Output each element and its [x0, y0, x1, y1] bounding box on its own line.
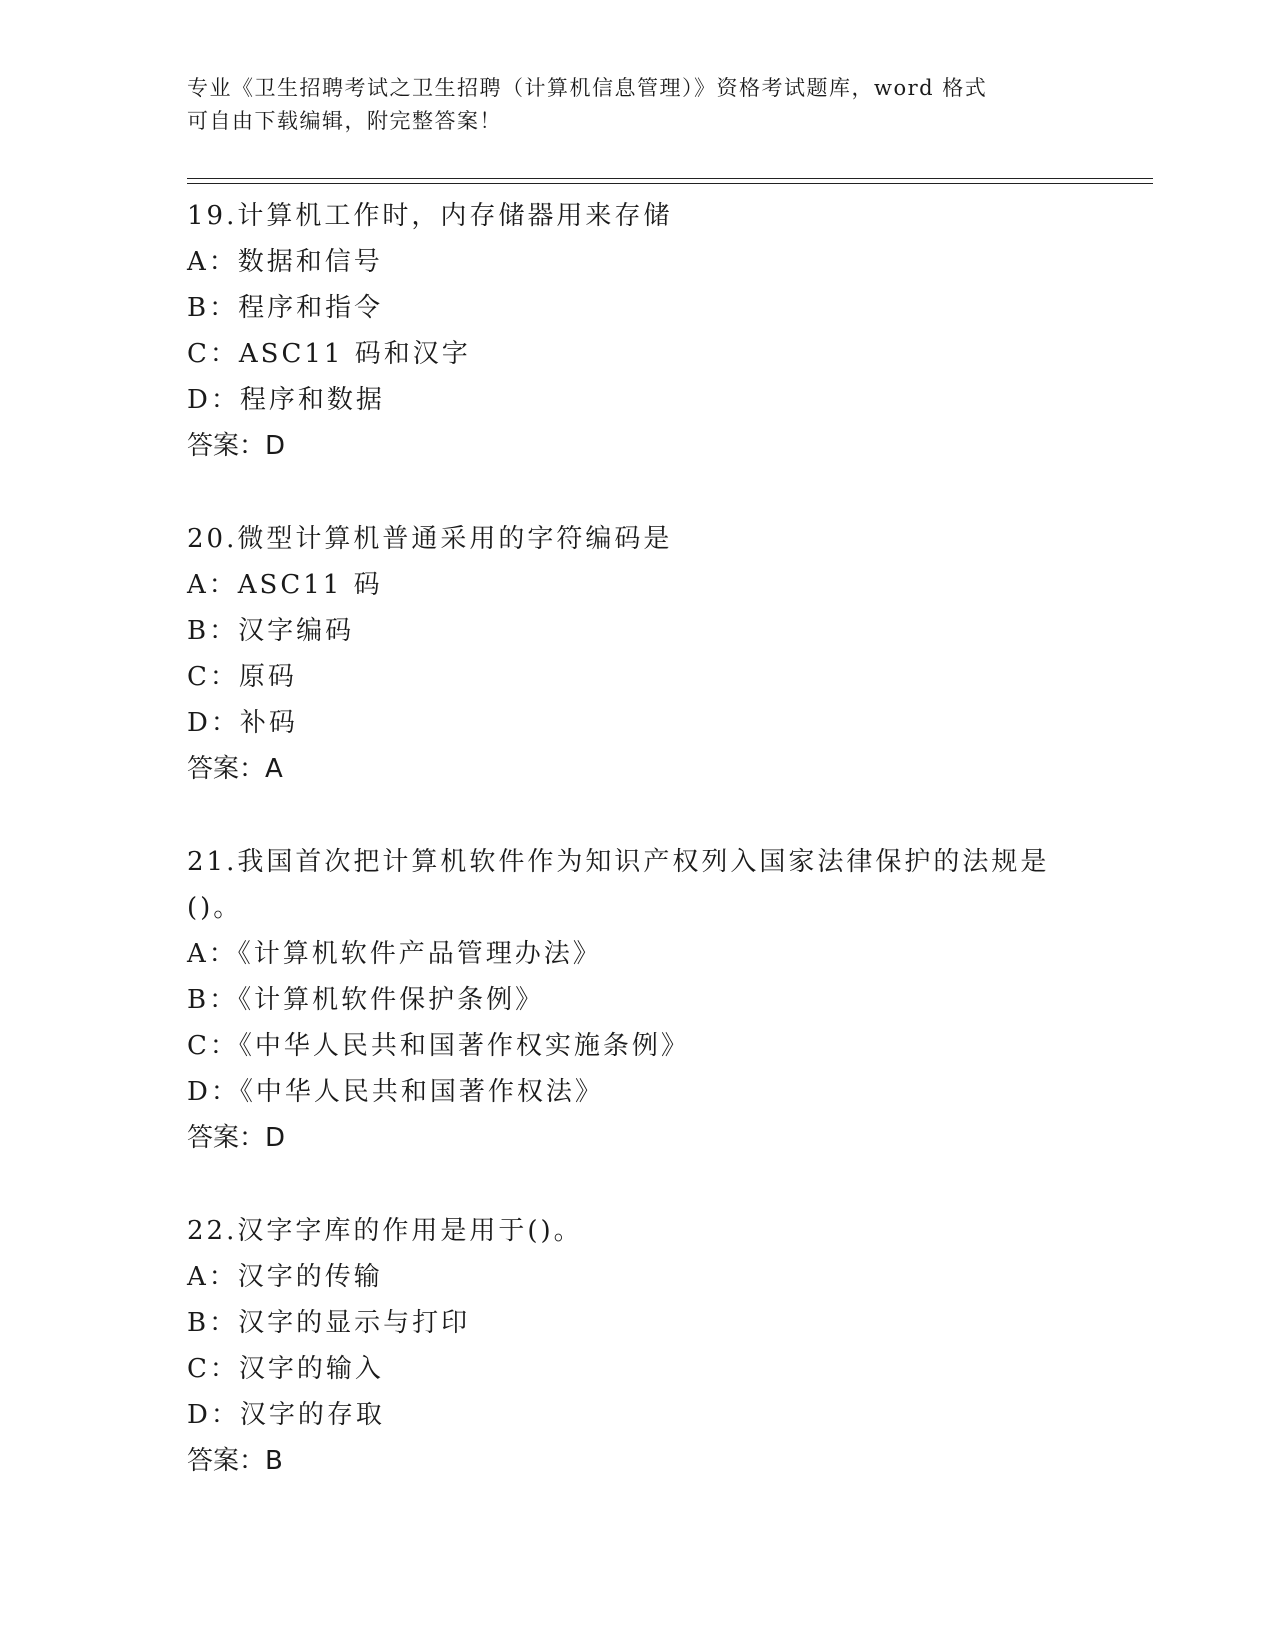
answer: 答案：B: [187, 1446, 283, 1476]
answer: 答案：D: [187, 1123, 286, 1153]
option-b: B：汉字的显示与打印: [187, 1308, 471, 1338]
option-b: B：汉字编码: [187, 616, 355, 646]
header-line-1: 专业《卫生招聘考试之卫生招聘（计算机信息管理）》资格考试题库，word 格式: [187, 76, 988, 100]
option-d: D：程序和数据: [187, 385, 385, 415]
question-stem: 20.微型计算机普通采用的字符编码是: [187, 524, 673, 554]
option-a: A：《计算机软件产品管理办法》: [187, 939, 602, 969]
question-22: [187, 1208, 1087, 1484]
option-c: C：汉字的输入: [187, 1354, 384, 1384]
question-stem: 22.汉字字库的作用是用于()。: [187, 1216, 583, 1246]
answer: 答案：A: [187, 754, 283, 784]
option-a: A：ASC11 码: [187, 570, 383, 600]
question-list: [187, 193, 1087, 1531]
header-line-2: 可自由下载编辑，附完整答案！: [187, 109, 502, 133]
option-d: D：汉字的存取: [187, 1400, 385, 1430]
option-b: B：《计算机软件保护条例》: [187, 985, 545, 1015]
header-divider-top: [187, 178, 1153, 179]
question-21: [187, 839, 1087, 1161]
option-c: C：《中华人民共和国著作权实施条例》: [187, 1031, 690, 1061]
question-stem: 19.计算机工作时，内存储器用来存储: [187, 201, 673, 231]
question-19: [187, 193, 1087, 469]
question-stem: 21.我国首次把计算机软件作为知识产权列入国家法律保护的法规是()。: [187, 847, 1050, 923]
option-c: C：原码: [187, 662, 297, 692]
option-c: C：ASC11 码和汉字: [187, 339, 471, 369]
answer: 答案：D: [187, 431, 286, 461]
option-a: A：数据和信号: [187, 247, 383, 277]
document-header: [187, 72, 1067, 138]
option-b: B：程序和指令: [187, 293, 384, 323]
header-divider-bottom: [187, 183, 1153, 184]
option-d: D：《中华人民共和国著作权法》: [187, 1077, 604, 1107]
question-20: [187, 516, 1087, 792]
option-a: A：汉字的传输: [187, 1262, 383, 1292]
option-d: D：补码: [187, 708, 298, 738]
